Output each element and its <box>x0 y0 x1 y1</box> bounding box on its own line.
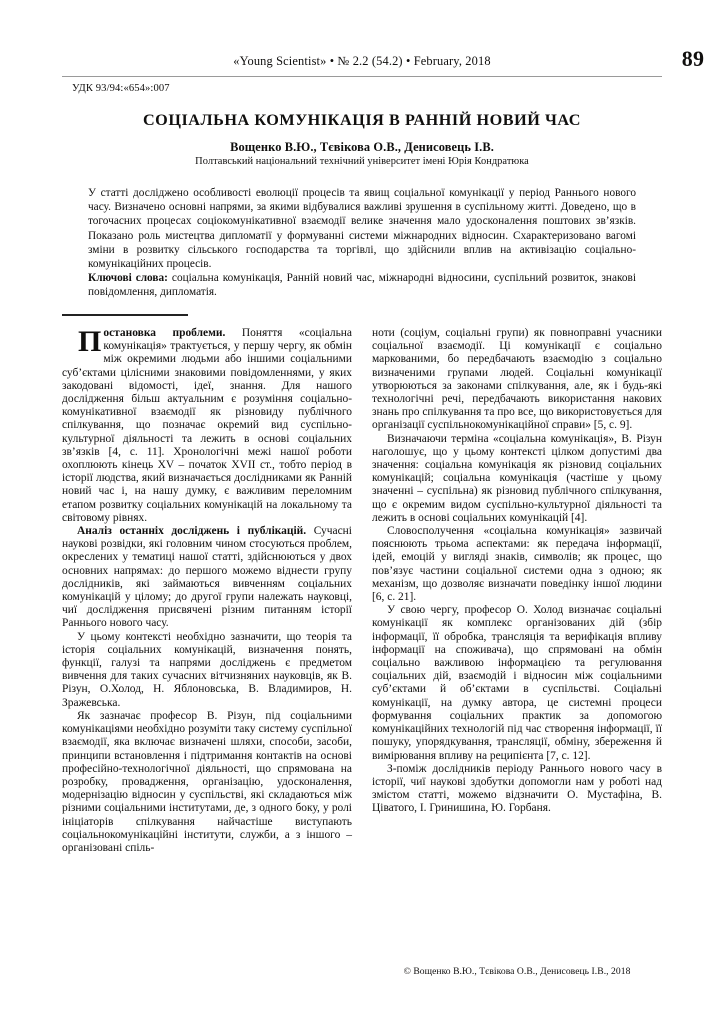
paragraph-context: У цьому контексті необхідно зазначити, що теорія та історія соціальних комунікацій, визначення понять, функції, галузі та напрями досліджень є предметом вивчення для таких сучасних вітчизняних науковців, як В. Різун, О.Холод, Н. Яблоновська, В. Владимиров, Н. Зражевська. <box>62 630 352 709</box>
paragraph-researchers: З-поміж дослідників періоду Раннього нового часу в історії, чиї наукові здобутки допомогли нам у роботі над змістом статті, можемо відзначити О. Мустафіна, В. Ціватого, І. Гринишина, Ю. Горбаня. <box>372 762 662 815</box>
paragraph-text: Поняття «соціальна комунікація» трактується, у першу чергу, як обмін між окремими людьми або іншими соціальними суб’єктами цілісними знаковими повідомленнями, у яких закодовані відомості, ідеї, знання. Для нашого дослідження більш актуальним є розуміння соціально-комунікативної взаємодії як різновиду публічного спілкування, що позначає окремий вид суспільно-культурної діяльності та лежить в основі соціальних зв’язків [4, с. 11]. Хронологічні межі нашої роботи охоплюють кінець XV – початок XVII ст., тобто період в історії людства, який визначається дослідниками як Ранній новий час і, на нашу думку, є важливим переломним етапом розвитку соціальних комунікацій на локальному та світовому рівнях. <box>62 327 353 524</box>
keywords-text: соціальна комунікація, Ранній новий час, міжнародні відносини, суспільний розвиток, знакові повідомлення, дипломатія. <box>88 272 637 299</box>
paragraph-term-definition: Визначаючи терміна «соціальна комунікація», В. Різун наголошує, що у цьому контексті цілком допустимі два значення: соціальна комунікація як різновид соціальних комунікацій; соціальна комунікація (частіше у цьому значенні – суспільна) як різновид публічного спілкування, що є окремим видом суспільно-культурної діяльності та лежить в основі соціальних комунікацій [4]. <box>372 432 662 524</box>
journal-citation-line: «Young Scientist» • № 2.2 (54.2) • February, 2018 <box>233 54 491 68</box>
paragraph-problem-statement <box>62 327 352 525</box>
udc-code: УДК 93/94:«654»:007 <box>72 83 170 94</box>
drop-cap-letter: П <box>78 325 102 358</box>
keywords-label: Ключові слова: <box>88 272 168 285</box>
paragraph-text: Сучасні наукові розвідки, які головним чином стосуються проблем, окреслених у тематиці нашої статті, здійснюються у двох основних напрямах: до першого можемо віднести групу дослідників, які займаються вивченням соціальних комунікацій у цілому; до другої групи належать науковці, чиї дослідження присвячені різним питанням історії Раннього нового часу. <box>62 525 352 630</box>
article-affiliation: Полтавський національний технічний університет імені Юрія Кондратюка <box>195 156 529 167</box>
paragraph-rizun-continued: ноти (соціум, соціальні групи) як повноправні учасники соціальної взаємодії. Ці комунікації є соціально маркованими, бо передбачають взаємодію з соціально визначеними групами людей. Соціальні комунікації утворюються за законами спілкування, але, як і будь-які технологічні речі, передбачають використання накових знань про спілкування та про все, що використовується для організації суспільнокомунікаційної справи» [5, с. 9]. <box>372 327 662 432</box>
run-in-heading-problem: остановка проблеми. <box>103 327 226 339</box>
page-number: 89 <box>681 46 705 71</box>
paragraph-rizun: Як зазначає професор В. Різун, під соціальними комунікаціями необхідно розуміти таку систему суспільної взаємодії, яка включає визначені шляхи, способи, засоби, принципи встановлення і підтримання контактів на основі професійно-технологічної діяльності, що спрямована на розробку, провадження, організацію, удосконалення, модернізацію відносин у суспільстві, які складаються між різними соціальними інститутами, де, з одного боку, у ролі ініціаторів спілкування найчастіше виступають соціальнокомунікаційні інститути, служби, а з іншого – організовані спіль- <box>62 709 352 854</box>
footnote-separator-rule <box>62 314 188 316</box>
paragraph-kholod: У свою чергу, професор О. Холод визначає соціальні комунікації як комплекс організованих дій (збір інформації, її обробка, трансляція та верифікація впливу інформації на споживача), що спрямовані на обмін соціально важливою інформацією та регулювання соціальних дій, взаємодій і відносин між соціальними суб’єктами й об’єктами в суспільстві. Соціальні комунікації, на думку автора, це системні процеси формування соціальних практик за допомогою комунікаційних технологій під час створення інформації, її пошуку, упорядкування, трансляції, обміну, збереження й вимірювання впливу на реципієнта [7, с. 12]. <box>372 604 662 762</box>
article-title: СОЦІАЛЬНА КОМУНІКАЦІЯ В РАННІЙ НОВИЙ ЧАС <box>142 111 582 129</box>
abstract-block <box>88 186 636 300</box>
body-column-right <box>372 327 662 816</box>
paragraph-three-aspects: Словосполучення «соціальна комунікація» зазвичай пояснюють трьома аспектами: як передача інформації, ідей, емоцій у вигляді знаків, символів; як процес, що пов’язує частини соціальної системи одна з одною; як механізм, що дозволяє визначати поведінку іншої людини [6, с. 21]. <box>372 525 662 604</box>
article-authors: Вощенко В.Ю., Тєвікова О.В., Денисовець І.В. <box>230 140 494 154</box>
abstract-body: У статті досліджено особливості еволюції процесів та явищ соціальної комунікації у період Раннього нового часу. Визначено основні напрями, за якими відбувалися важливі зрушення в суспільному житті. Доведено, що в тогочасних процесах соціокомунікативної взаємодії велике значення мало удосконалення поштових зв’язків. Показано роль мистецтва дипломатії у формуванні системи міжнародних відносин. Схарактеризовано вагомі зміни в розвитку сільського господарства та торгівлі, що здійснили вплив на активізацію соціально-комунікаційних процесів. <box>88 187 636 271</box>
body-column-left <box>62 327 352 855</box>
keywords-line <box>88 271 636 299</box>
run-in-heading-analysis: Аналіз останніх досліджень і публікацій. <box>77 525 307 538</box>
header-divider <box>62 76 662 77</box>
copyright-notice: © Вощенко В.Ю., Тєвікова О.В., Денисовець І.В., 2018 <box>403 966 631 977</box>
paragraph-literature-review <box>62 525 352 631</box>
